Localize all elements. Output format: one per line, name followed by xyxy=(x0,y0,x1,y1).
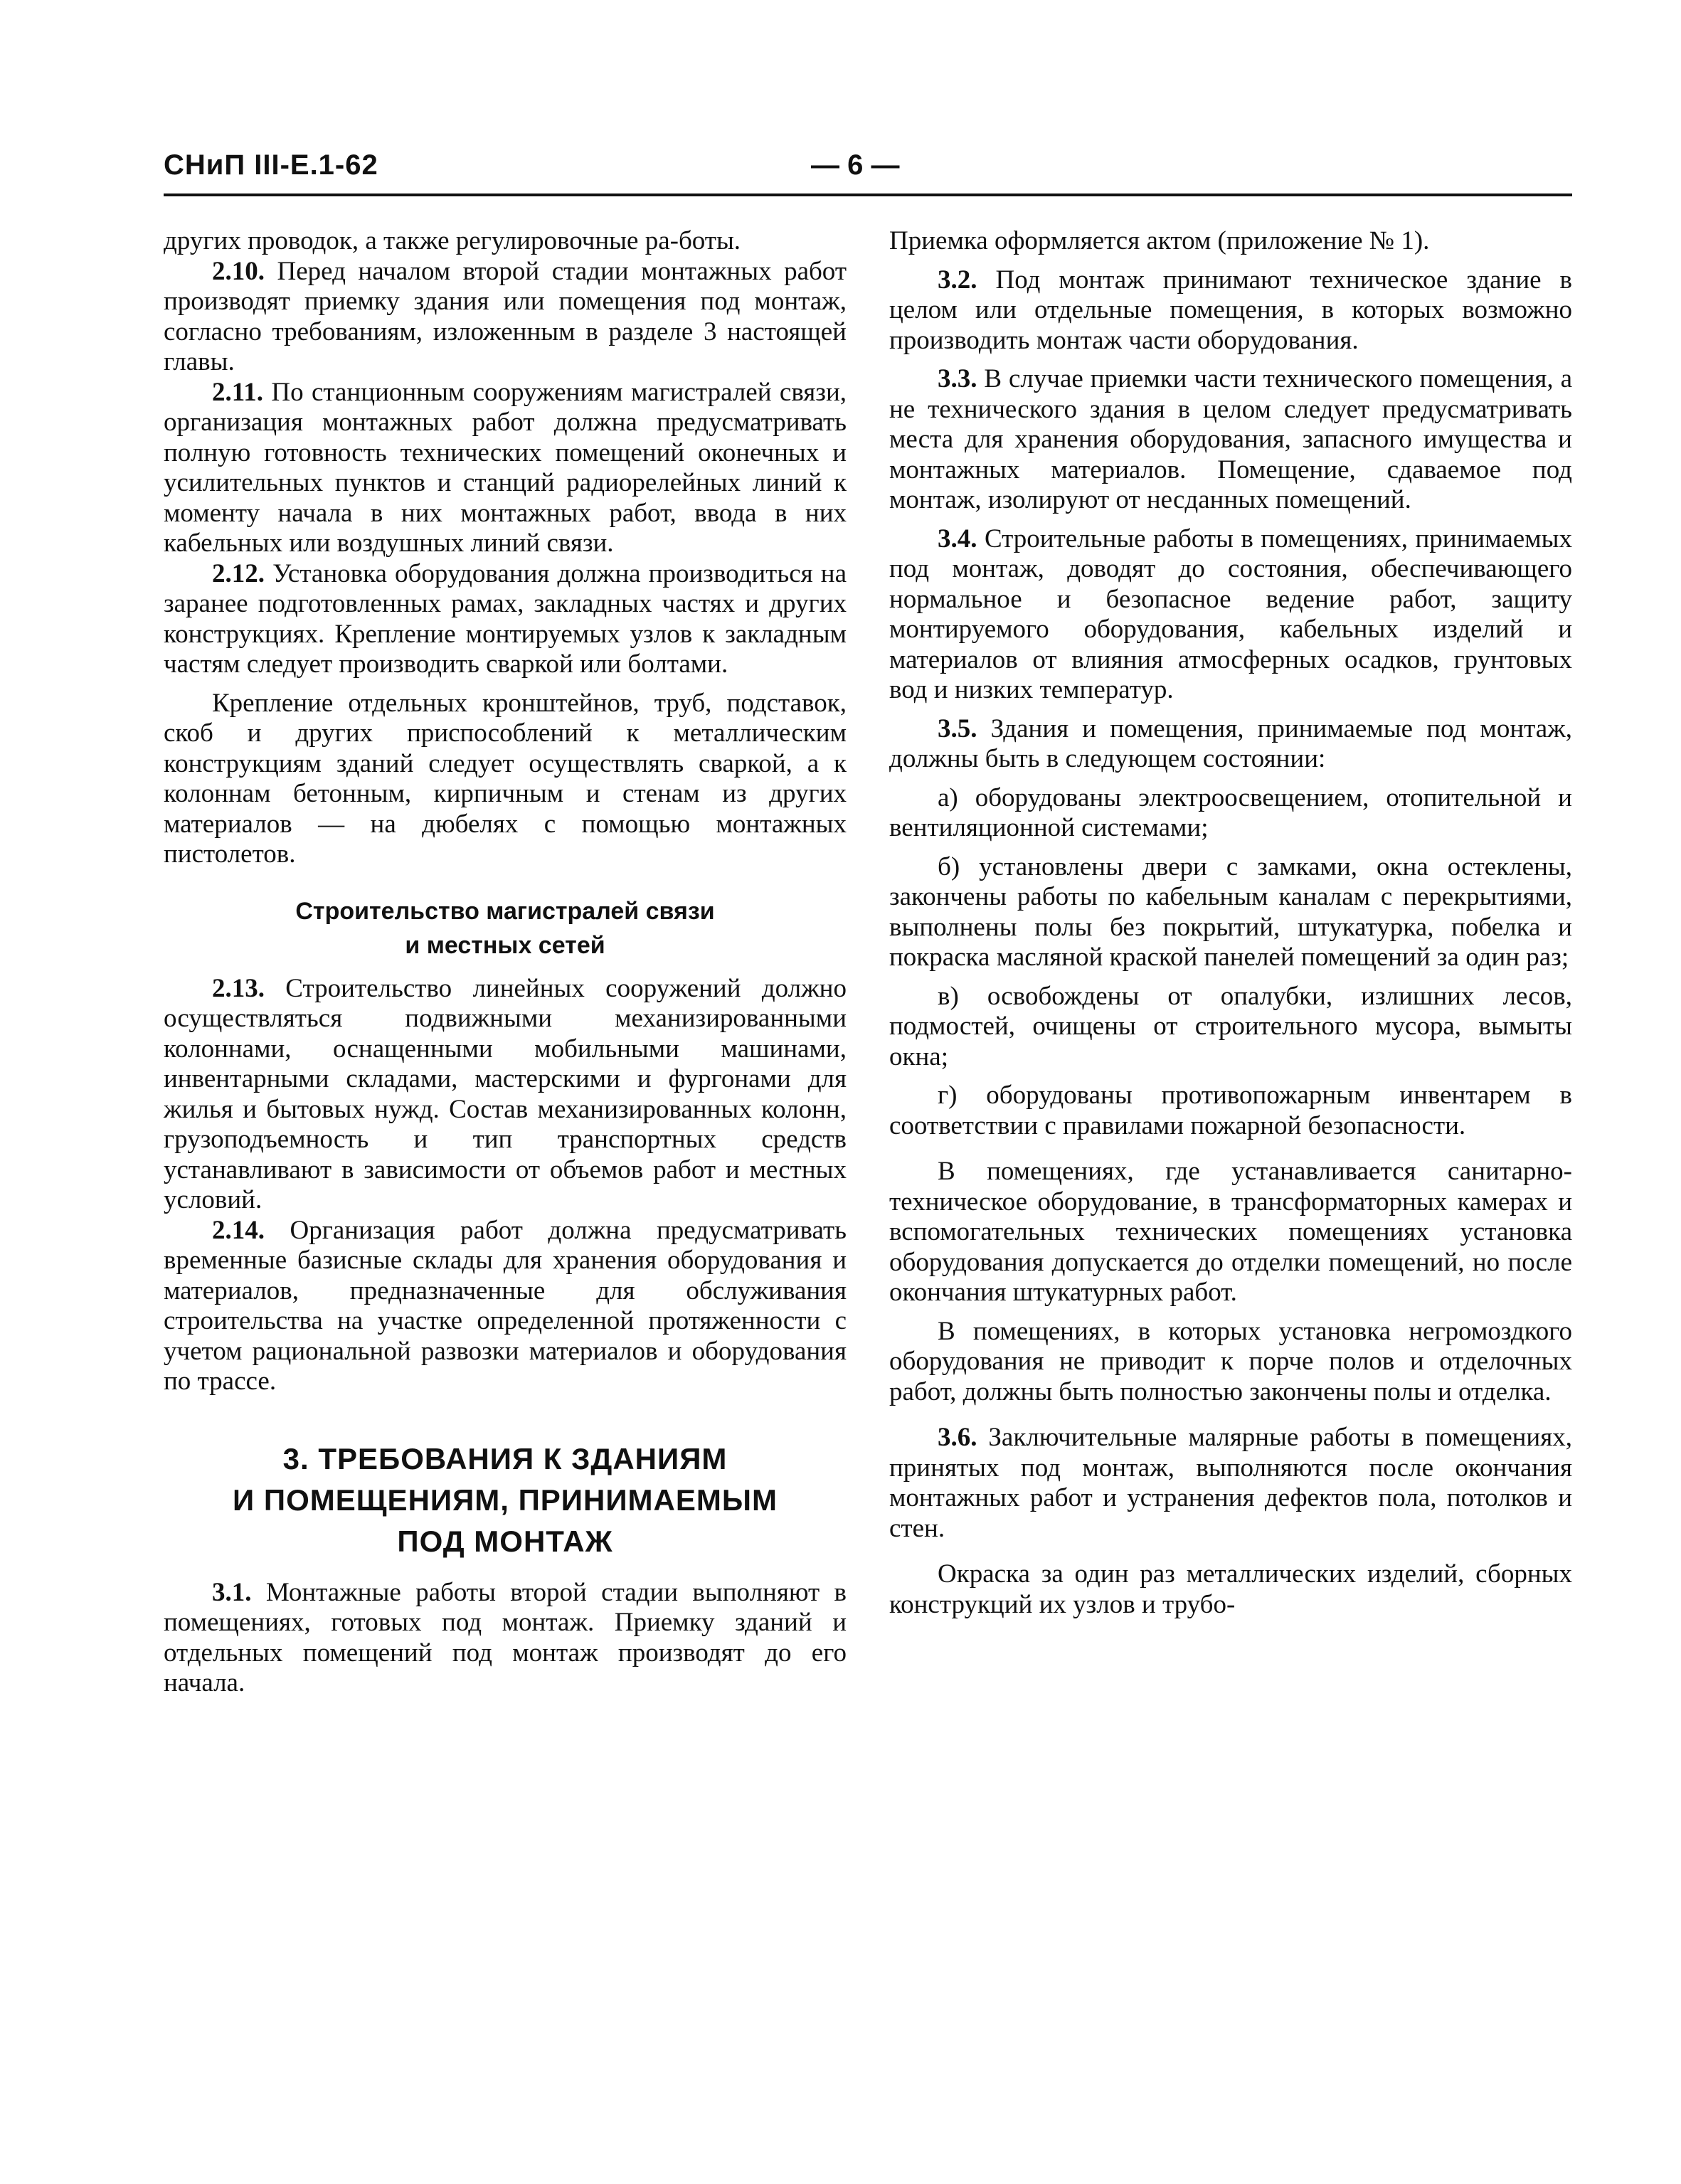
clause-number: 3.2. xyxy=(938,265,977,295)
clause-number: 3.3. xyxy=(938,364,977,393)
paragraph: Окраска за один раз металлических изделий, сборных конструкций их узлов и трубо- xyxy=(889,1559,1572,1619)
paragraph-2-12: 2.12. Установка оборудования должна производиться на заранее подготовленных рамах, закладных частях и других конструкциях. Крепление монтируемых узлов к закладным частям следует производить сваркой или болтами. xyxy=(164,558,847,679)
paragraph-2-14: 2.14. Организация работ должна предусматривать временные базисные склады для хранения оборудования и материалов, предназначенные для обслуживания строительства на участке определенной протяженности с учетом рациональной развозки материалов и оборудования по трассе. xyxy=(164,1215,847,1396)
paragraph-3-6: 3.6. Заключительные малярные работы в помещениях, принятых под монтаж, выполняются после окончания монтажных работ и устранения дефектов пола, потолков и стен. xyxy=(889,1423,1572,1543)
list-item-b: б) установлены двери с замками, окна остеклены, закончены работы по кабельным каналам с перекрытиями, выполнены полы без покрытий, штукатурка, побелка и покраска масляной краской панелей помещений за один раз; xyxy=(889,852,1572,972)
clause-number: 2.10. xyxy=(212,256,265,286)
paragraph-3-5: 3.5. Здания и помещения, принимаемые под монтаж, должны быть в следующем состоянии: xyxy=(889,714,1572,773)
paragraph: Приемка оформляется актом (приложение № 1). xyxy=(889,226,1430,255)
paragraph-2-10: 2.10. Перед началом второй стадии монтажных работ производят приемку здания или помещения под монтаж, согласно требованиям, изложенным в разделе 3 настоящей главы. xyxy=(164,256,847,376)
list-item-a: а) оборудованы электроосвещением, отопительной и вентиляционной системами; xyxy=(889,783,1572,842)
paragraph: других проводок, а также регулировочные ра-боты. xyxy=(164,226,741,255)
left-column xyxy=(164,226,847,1699)
list-item-g: г) оборудованы противопожарным инвентарем в соответствии с правилами пожарной безопасности. xyxy=(889,1081,1572,1140)
clause-number: 2.11. xyxy=(212,377,263,407)
paragraph-2-11: 2.11. По станционным сооружениям магистралей связи, организация монтажных работ должна предусматривать полную готовность технических помещений оконечных и усилительных пунктов и станций радиорелейных линий к моменту начала в них монтажных работ, ввода в них кабельных или воздушных линий связи. xyxy=(164,377,847,558)
paragraph-2-13: 2.13. Строительство линейных сооружений должно осуществляться подвижными механизированными колоннами, оснащенными мобильными машинами, инвентарными складами, мастерскими и фургонами для жилья и бытовых нужд. Состав механизированных колонн, грузоподъемность и тип транспортных средств устанавливают в зависимости от объемов работ и местных условий. xyxy=(164,973,847,1214)
document-page xyxy=(164,149,1572,2127)
header-rule xyxy=(164,194,1572,196)
clause-number: 3.1. xyxy=(212,1577,252,1607)
clause-number: 3.4. xyxy=(938,524,977,553)
clause-number: 2.13. xyxy=(212,973,265,1003)
page-header xyxy=(164,149,1572,192)
clause-number: 3.5. xyxy=(938,714,977,743)
paragraph: Крепление отдельных кронштейнов, труб, подставок, скоб и других приспособлений к металлическим конструкциям зданий следует осуществлять сваркой, а к колоннам бетонным, кирпичным и стенам из других материалов — на дюбелях с помощью монтажных пистолетов. xyxy=(164,688,847,869)
right-column xyxy=(889,226,1572,1620)
document-code: СНиП III-Е.1-62 xyxy=(164,149,378,181)
paragraph: В помещениях, где устанавливается санитарно-техническое оборудование, в трансформаторных камерах и вспомогательных технических помещениях установка оборудования допускается до отделки помещений, но после окончания штукатурных работ. xyxy=(889,1157,1572,1307)
clause-number: 2.14. xyxy=(212,1215,265,1245)
paragraph: В помещениях, в которых установка негромоздкого оборудования не приводит к порче полов и отделочных работ, должны быть полностью закончены полы и отделка. xyxy=(889,1316,1572,1406)
subsection-heading: Строительство магистралей связи и местных сетей xyxy=(295,897,715,959)
section-heading: 3. ТРЕБОВАНИЯ К ЗДАНИЯМ И ПОМЕЩЕНИЯМ, ПРИНИМАЕМЫМ ПОД МОНТАЖ xyxy=(233,1441,778,1558)
page-number: — 6 — xyxy=(811,149,900,181)
list-item-v: в) освобождены от опалубки, излишних лесов, подмостей, очищены от строительного мусора, вымыты окна; xyxy=(889,981,1572,1071)
paragraph-3-1: 3.1. Монтажные работы второй стадии выполняют в помещениях, готовых под монтаж. Приемку зданий и отдельных помещений под монтаж производят до его начала. xyxy=(164,1577,847,1697)
clause-number: 3.6. xyxy=(938,1423,977,1452)
paragraph-3-4: 3.4. Строительные работы в помещениях, принимаемых под монтаж, доводят до состояния, обеспечивающего нормальное и безопасное ведение работ, защиту монтируемого оборудования, кабельных изделий и материалов от влияния атмосферных осадков, грунтовых вод и низких температур. xyxy=(889,524,1572,704)
paragraph-3-3: 3.3. В случае приемки части технического помещения, а не технического здания в целом следует предусматривать места для хранения оборудования, запасного имущества и монтажных материалов. Помещение, сдаваемое под монтаж, изолируют от несданных помещений. xyxy=(889,364,1572,514)
paragraph-3-2: 3.2. Под монтаж принимают техническое здание в целом или отдельные помещения, в которых возможно производить монтаж части оборудования. xyxy=(889,265,1572,355)
clause-number: 2.12. xyxy=(212,558,265,588)
